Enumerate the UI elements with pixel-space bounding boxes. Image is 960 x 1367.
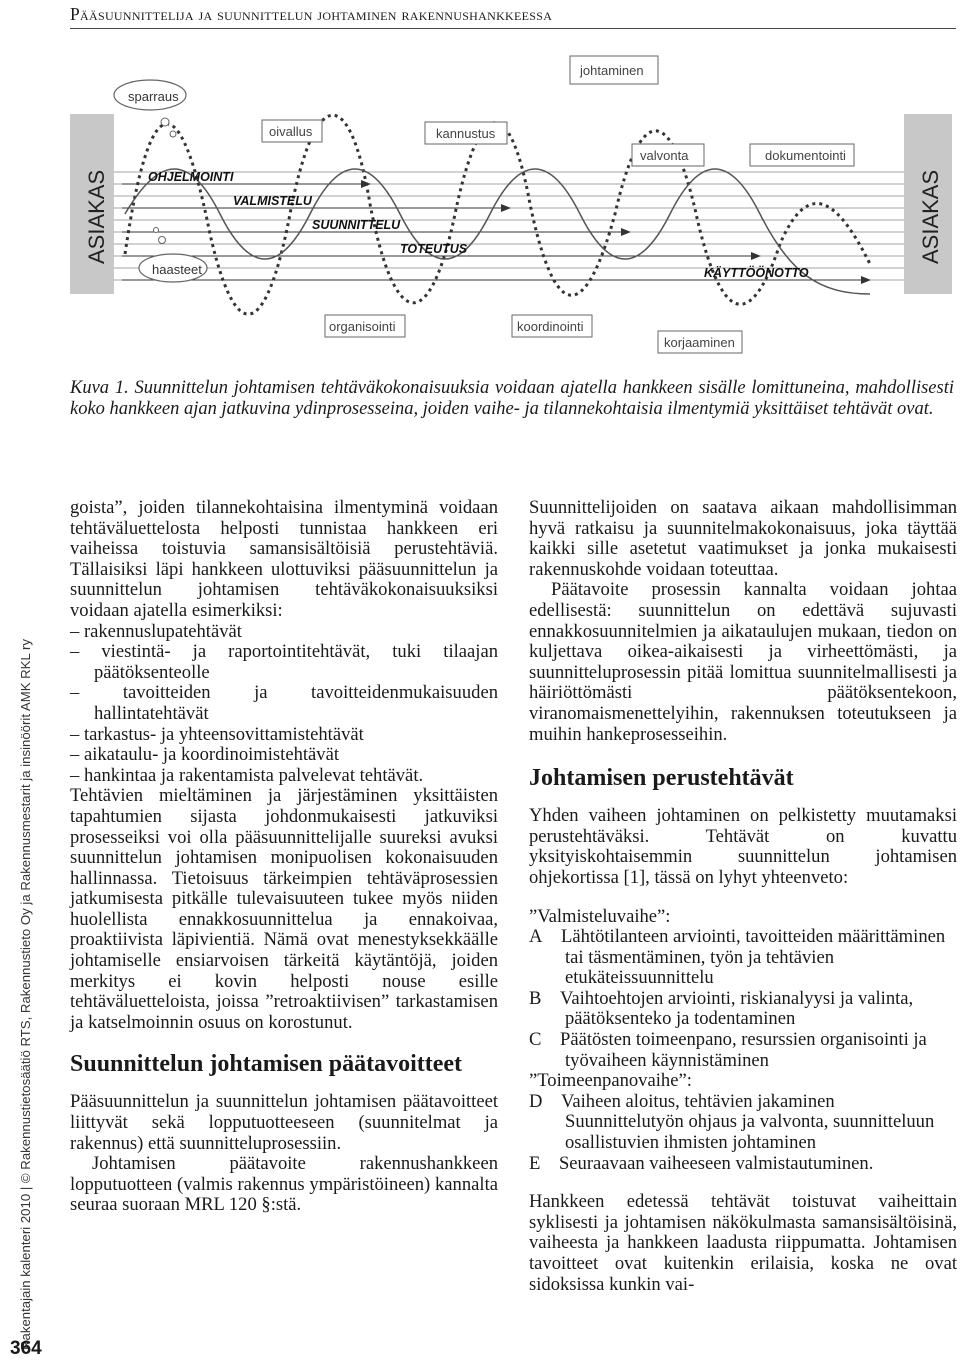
label-koordinointi: koordinointi bbox=[517, 319, 584, 334]
paragraph: Tehtävien mieltäminen ja järjestäminen yksittäisten tapahtumien sijasta johdonmukaisesti jatkuviksi prosesseiksi voi olla pääsuunnittelijalle suureksi avuksi suunnittelun johtamisen monipuolisen kokonaisuuden hallinnassa. Tietoisuus tärkeimpien tehtäväprosessien jatkumisesta pitkälle tulevaisuuteen tukee myös niiden huolellista ennakkosuunnittelua ja ennakoivaa, proaktiivista läpivientiä. Nämä ovat menestyksekkäälle johtamiselle ensiarvoisen tärkeitä käytäntöjä, joiden merkitys ei kovin helposti nouse esille tehtäväluetteloista, joissa ”retroaktiivisen” tarkastamisen ja katselmoinnin osuus on korostunut. bbox=[70, 785, 498, 1033]
section-heading: Johtamisen perustehtävät bbox=[529, 765, 794, 792]
label-kannustus: kannustus bbox=[436, 126, 496, 141]
label-korjaaminen: korjaaminen bbox=[664, 335, 735, 350]
sidebar-copyright bbox=[0, 560, 44, 1360]
right-customer-label: ASIAKAS bbox=[918, 169, 943, 264]
figure-1 bbox=[70, 44, 960, 362]
list-item: E Seuraavaan vaiheeseen valmistautuminen. bbox=[529, 1152, 874, 1174]
figure-caption: Kuva 1. Suunnittelun johtamisen tehtäväkokonaisuuksia voidaan ajatella hankkeen sisälle lomittuneina, mahdollisesti koko hankkeen ajan jatkuvina ydinprosesseina, joiden vaihe- ja tilannekohtaisia ilmentymiä yksittäiset tehtävät ovat. bbox=[70, 378, 954, 419]
label-johtaminen: johtaminen bbox=[580, 63, 644, 78]
process-diagram bbox=[70, 44, 960, 362]
paragraph: Johtamisen päätavoite rakennushankkeen lopputuotteen (valmis rakennus ympäristöineen) kannalta seuraa suoraan MRL 120 §:stä. bbox=[70, 1153, 498, 1216]
paragraph: goista”, joiden tilannekohtaisina ilmentyminä voidaan tehtäväluettelosta helposti tunnistaa hankkeen eri vaiheissa toistuvia samansisältöisiä perustehtäviä. Tällaisiksi läpi hankkeen ulottuviksi pääsuunnittelun ja suunnittelun johtamisen tehtäväkokonaisuuksiksi voidaan ajatella esimerkiksi: bbox=[70, 497, 498, 621]
column-right bbox=[529, 498, 957, 1295]
phase-heading: ”Valmisteluvaihe”: bbox=[529, 905, 671, 927]
left-customer-label: ASIAKAS bbox=[84, 169, 109, 264]
label-valvonta: valvonta bbox=[640, 148, 689, 163]
label-organisointi: organisointi bbox=[329, 319, 396, 334]
lane-lines bbox=[114, 172, 904, 280]
phase-toteutus: TOTEUTUS bbox=[400, 242, 468, 256]
section-heading: Suunnittelun johtamisen päätavoitteet bbox=[70, 1051, 463, 1078]
phase-kayttoonotto: KÄYTTÖÖNOTTO bbox=[704, 266, 809, 280]
paragraph: Pääsuunnittelun ja suunnittelun johtamisen päätavoitteet liittyvät sekä lopputuotteeseen (suunnitelmat ja rakennus) että suunnitteluprosessiin. bbox=[70, 1091, 498, 1154]
list-item: C Päätösten toimeenpano, resurssien organisointi ja työvaiheen käynnistäminen bbox=[529, 1029, 927, 1071]
list-item: – viestintä- ja raportointitehtävät, tuki tilaajan päätöksenteolle bbox=[70, 641, 498, 683]
label-dokumentointi: dokumentointi bbox=[765, 148, 846, 163]
list-item: D Vaiheen aloitus, tehtävien jakaminen Suunnittelutyön ohjaus ja valvonta, suunnitteluun osallistuvien ihmisten johtaminen bbox=[529, 1090, 935, 1154]
label-oivallus: oivallus bbox=[269, 124, 313, 139]
phase-heading: ”Toimeenpanovaihe”: bbox=[529, 1070, 692, 1092]
paragraph: Hankkeen edetessä tehtävät toistuvat vaiheittain syklisesti ja johtamisen näkökulmasta samansisältöisinä, vaiheesta ja hankkeen laadusta riippumatta. Johtamisen tavoitteet ovat kuitenkin erilaisia, koska ne ovat sidoksissa kunkin vai- bbox=[529, 1191, 957, 1295]
list-item: B Vaihtoehtojen arviointi, riskianalyysi ja valinta, päätöksenteko ja todentaminen bbox=[529, 987, 914, 1030]
list-item: A Lähtötilanteen arviointi, tavoitteiden määrittäminen tai täsmentäminen, työn ja tehtävien etukäteissuunnittelu bbox=[529, 926, 946, 989]
list-item: – tarkastus- ja yhteensovittamistehtävät bbox=[70, 723, 364, 745]
paragraph: Yhden vaiheen johtaminen on pelkistetty muutamaksi perustehtäväksi. Tehtävät on kuvattu yksityiskohtaisemmin suunnittelun johtamisen ohjekortissa [1], tässä on lyhyt yhteenveto: bbox=[529, 805, 957, 888]
cloud-label-haasteet: haasteet bbox=[152, 262, 202, 277]
paragraph: Päätavoite prosessin kannalta voidaan johtaa edellisestä: suunnittelun on edettävä sujuvasti ennakkosuunnitelmien ja aikataulujen mukaan, tiedon on kuljettava oikea-aikaisesti ja virheettömästi, ja suunnitteluprosessin pitää lomittua suunnitelmallisesti ja häiriöttömästi päätöksentekoon, viranomaismenettelyihin, rakennuksen toteutukseen ja muihin hankeprosesseihin. bbox=[529, 579, 957, 745]
list-item: – rakennuslupatehtävät bbox=[70, 620, 242, 642]
phase-valmistelu: VALMISTELU bbox=[233, 194, 312, 208]
phase-ohjelmointi: OHJELMOINTI bbox=[148, 170, 234, 184]
sidebar-copyright-text: Rakentajain kalenteri 2010 | © Rakennustietosäätiö RTS, Rakennustieto Oy ja Rakennusmestarit ja insinöörit AMK RKL ry bbox=[18, 639, 33, 1350]
cloud-label-sparraus: sparraus bbox=[128, 89, 179, 104]
column-left bbox=[70, 498, 498, 1216]
page-number: 364 bbox=[10, 1338, 42, 1359]
running-header: Pääsuunnittelija ja suunnittelun johtaminen rakennushankkeessa bbox=[70, 4, 956, 29]
paragraph: Suunnittelijoiden on saatava aikaan mahdollisimman hyvä ratkaisu ja suunnitelmakokonaisuus, joka täyttää kaikki sille asetetut vaatimukset ja jonka mukaisesti rakennuskohde voidaan toteuttaa. bbox=[529, 497, 957, 580]
list-item: – aikataulu- ja koordinoimistehtävät bbox=[70, 744, 340, 766]
phase-suunnittelu: SUUNNITTELU bbox=[312, 218, 401, 232]
list-item: – hankintaa ja rakentamista palvelevat tehtävät. bbox=[70, 764, 424, 786]
list-item: – tavoitteiden ja tavoitteidenmukaisuuden hallintatehtävät bbox=[70, 682, 498, 724]
